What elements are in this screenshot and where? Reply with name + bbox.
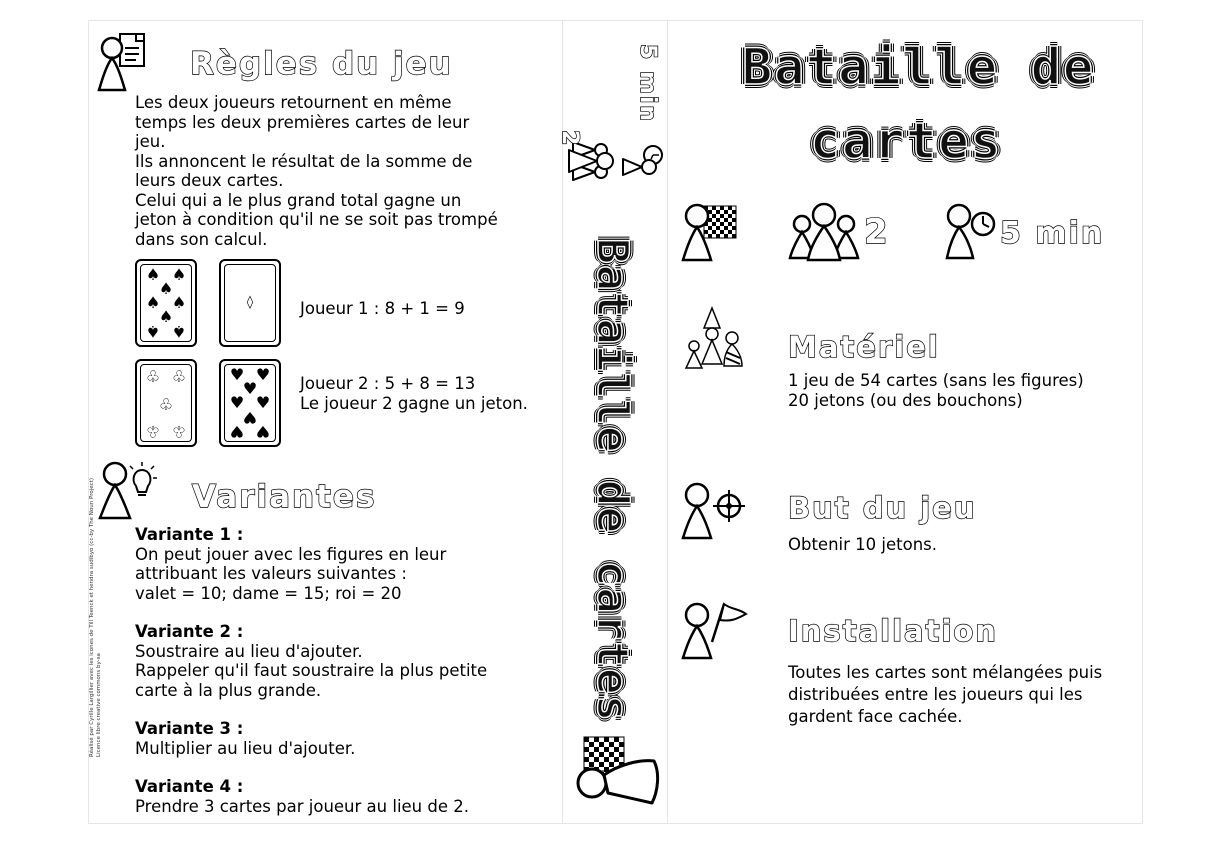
install-line: distribuées entre les joueurs qui les <box>788 685 1083 704</box>
playing-card-5-clubs <box>135 359 197 447</box>
heart-icon: ♥ <box>229 393 245 412</box>
spade-icon: ♠ <box>145 293 161 312</box>
heart-icon: ♥ <box>229 422 245 441</box>
club-icon: ♧ <box>158 395 174 414</box>
heart-icon: ♥ <box>242 408 258 427</box>
spade-icon: ♠ <box>171 322 187 341</box>
heart-icon: ♥ <box>255 422 271 441</box>
rules-title: Règles du jeu <box>190 46 453 82</box>
club-icon: ♧ <box>171 422 187 441</box>
heart-icon: ♥ <box>255 393 271 412</box>
playing-card-8-hearts <box>219 359 281 447</box>
spine-duration: 5 min <box>635 44 660 124</box>
spine-players-count: 2 <box>557 130 582 148</box>
materiel-title: Matériel <box>788 330 940 364</box>
spade-icon: ♠ <box>158 307 174 326</box>
pawn-crosshair-icon <box>680 480 750 544</box>
goal-text: Obtenir 10 jetons. <box>788 535 937 554</box>
variant-2-title: Variante 2 : <box>135 622 244 641</box>
spade-icon: ♠ <box>145 265 161 284</box>
variant-3-title: Variante 3 : <box>135 719 244 738</box>
heart-icon: ♥ <box>229 365 245 384</box>
variant-2-line: carte à la plus grande. <box>135 680 322 700</box>
variant-1-line: valet = 10; dame = 15; roi = 20 <box>135 583 402 603</box>
variants-list <box>135 525 555 816</box>
pawn-clock-icon <box>945 202 1001 262</box>
rules-line: dans son calcul. <box>135 229 268 249</box>
spine-title: Bataille de cartes <box>587 238 637 722</box>
fold-line-right <box>667 20 668 824</box>
club-icon: ♧ <box>171 367 187 386</box>
playing-card-1-diamonds <box>219 259 281 347</box>
example-player2 <box>300 374 528 413</box>
variant-2-line: Soustraire au lieu d'ajouter. <box>135 641 363 661</box>
club-icon: ♧ <box>145 367 161 386</box>
rules-line: leurs deux cartes. <box>135 171 284 190</box>
wizard-icon <box>682 306 746 374</box>
variant-2-line: Rappeler qu'il faut soustraire la plus petite <box>135 661 488 680</box>
heart-icon: ♥ <box>242 379 258 398</box>
install-line: gardent face cachée. <box>788 707 963 726</box>
cover-title-line2: cartes <box>810 112 1003 170</box>
pawn-flag-icon <box>680 600 750 664</box>
rules-line: Celui qui a le plus grand total gagne un <box>135 190 462 210</box>
credits-line: Réalisé par Cyrille Largillier avec les icones de Till Teenck et hendra sudibyo (cc-by The Noun Project) <box>89 478 95 757</box>
install-line: Toutes les cartes sont mélangées puis <box>788 663 1103 682</box>
spine-clock-icon <box>620 140 666 184</box>
cover-players-count: 2 <box>864 212 890 252</box>
club-icon: ♧ <box>145 422 161 441</box>
rules-line: jeton à condition qu'il ne se soit pas trompé <box>135 210 498 229</box>
variant-1-line: On peut jouer avec les figures en leur <box>135 544 447 564</box>
cover-duration: 5 min <box>1000 216 1105 251</box>
goal-title: But du jeu <box>788 491 977 525</box>
heart-icon: ♥ <box>255 365 271 384</box>
rules-paragraph <box>135 93 545 249</box>
spade-icon: ♠ <box>171 265 187 284</box>
cover-title-line1: Bataille de <box>742 38 1096 96</box>
spade-icon: ♠ <box>171 293 187 312</box>
materiel-line: 1 jeu de 54 cartes (sans les figures) <box>788 371 1084 390</box>
pawn-chessboard-icon <box>680 200 742 264</box>
diamond-icon: ◊ <box>246 295 254 310</box>
variant-4-line: Prendre 3 cartes par joueur au lieu de 2. <box>135 796 469 816</box>
rules-line: Ils annoncent le résultat de la somme de <box>135 151 473 171</box>
variant-1-line: attribuant les valeurs suivantes : <box>135 564 407 583</box>
materiel-list <box>788 371 1128 410</box>
spade-icon: ♠ <box>145 322 161 341</box>
variant-3-line: Multiplier au lieu d'ajouter. <box>135 738 356 758</box>
spade-icon: ♠ <box>158 279 174 298</box>
spine-chess-pawn-icon <box>570 735 662 805</box>
rules-line: Les deux joueurs retournent en même <box>135 93 452 112</box>
playing-card-8-spades <box>135 259 197 347</box>
credits-line: Licence libre creative commons by-sa <box>96 653 102 757</box>
pawn-document-icon <box>96 32 150 94</box>
pawn-lightbulb-icon <box>98 460 164 522</box>
rules-line: temps les deux premières cartes de leur <box>135 112 470 132</box>
example-line: Le joueur 2 gagne un jeton. <box>300 393 528 413</box>
example-player1: Joueur 1 : 8 + 1 = 9 <box>300 299 465 318</box>
rules-line: jeu. <box>135 132 166 151</box>
variant-1-title: Variante 1 : <box>135 525 244 544</box>
example-line: Joueur 2 : 5 + 8 = 13 <box>300 374 476 393</box>
materiel-line: 20 jetons (ou des bouchons) <box>788 390 1023 410</box>
install-text <box>788 662 1128 728</box>
players-icon <box>788 202 860 262</box>
install-title: Installation <box>788 614 998 648</box>
variants-title: Variantes <box>192 479 377 515</box>
variant-4-title: Variante 4 : <box>135 777 244 796</box>
